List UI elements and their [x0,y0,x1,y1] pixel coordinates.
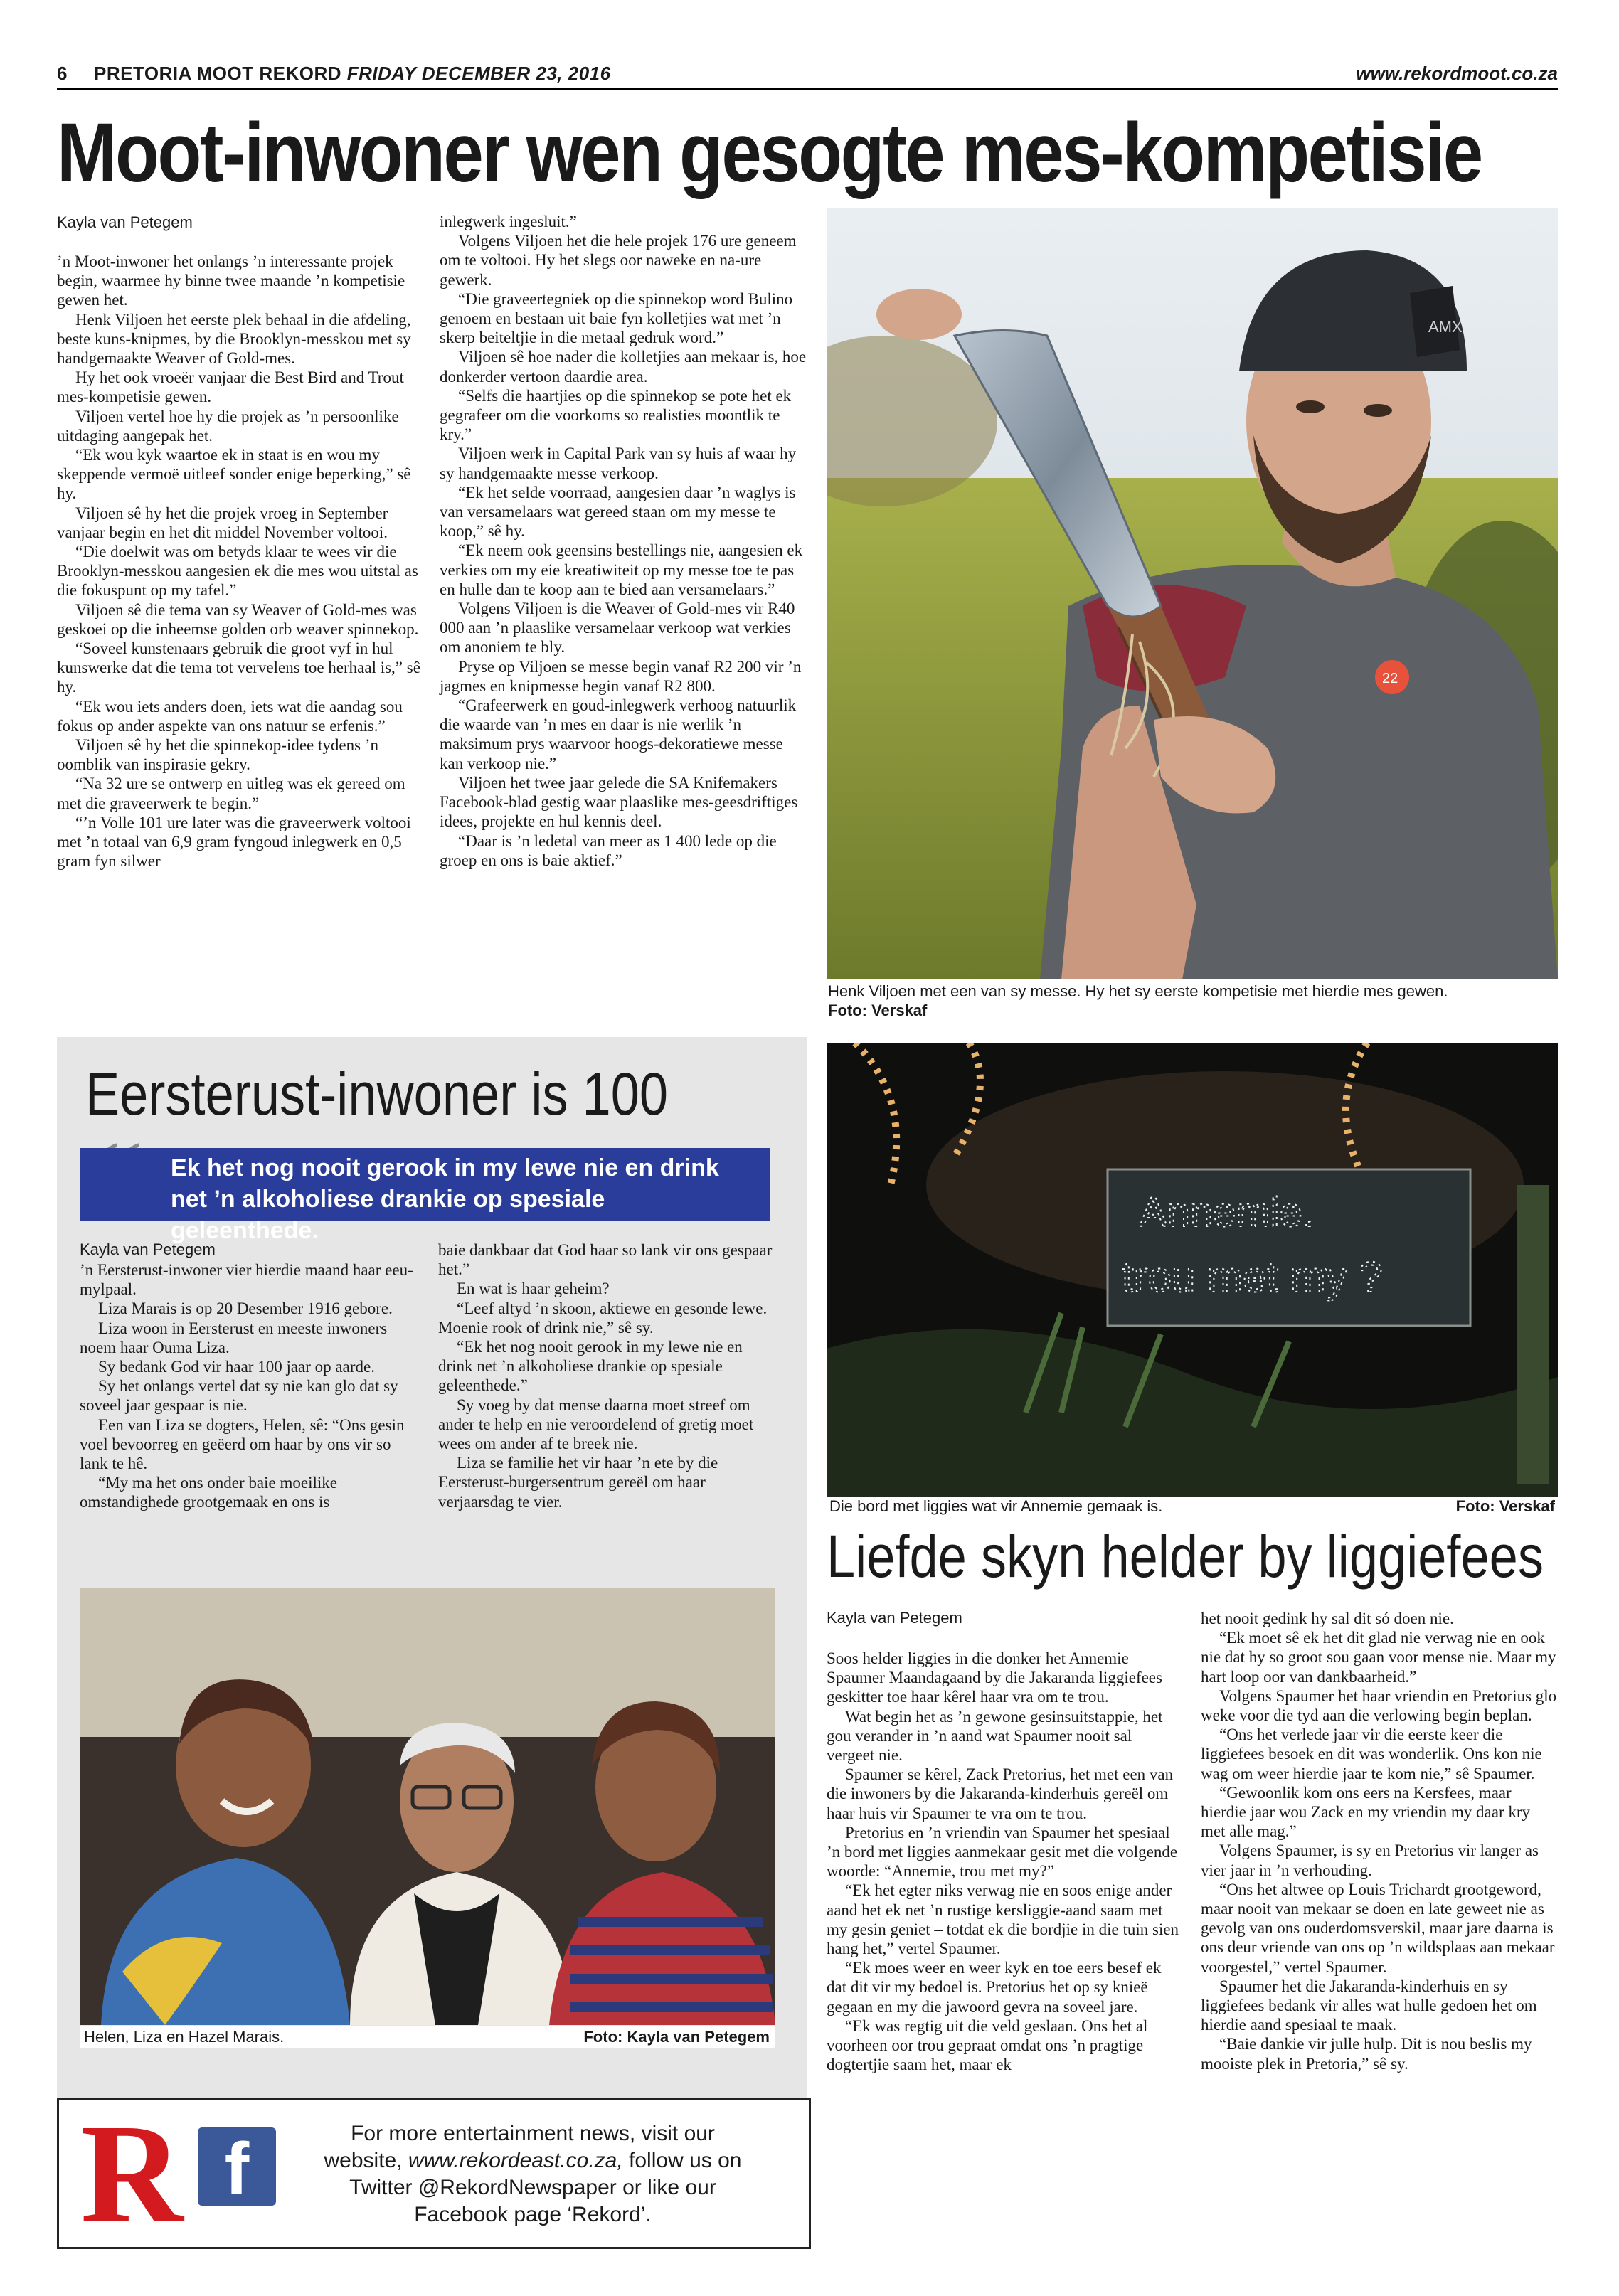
main-story-column-1 [57,252,427,871]
knife-photo-caption [828,982,1558,1020]
paragraph: baie dankbaar dat God haar so lank vir ons gespaar het.” [438,1241,773,1279]
paragraph: Volgens Spaumer, is sy en Pretorius vir langer as vier jaar in ’n verhouding. [1201,1841,1539,1879]
paragraph: Wat begin het as ’n gewone gesinsuitstappie, het gou verander in ’n aand wat Spaumer nooit sal vergeet nie. [827,1707,1163,1765]
paragraph: Liza woon in Eersterust en meeste inwoners noem haar Ouma Liza. [80,1319,388,1356]
paragraph: Viljoen sê die tema van sy Weaver of Gold-mes was geskoei op die inheemse golden orb weaver spinnekop. [57,600,419,638]
marais-photo-caption [80,2026,775,2048]
sign-line-2: trou met my ? [1122,1253,1383,1301]
paragraph: “Ek moet sê ek het dit glad nie verwag nie en ook nie dat hy so groot sou gaan voor mense nie. Maar my hart loop oor van dankbaarheid.” [1201,1629,1556,1686]
price-tag-text: 22 [1382,671,1398,686]
sign-caption-text: Die bord met liggies wat vir Annemie gemaak is. [829,1497,1163,1515]
pull-quote [80,1148,770,1244]
paragraph: “Die doelwit was om betyds klaar te wees vir die Brooklyn-messkou aangesien ek die mes wou uitstal as die fokuspunt op my tafel.” [57,543,418,600]
marais-photo-credit: Foto: Kayla van Petegem [583,2028,770,2046]
paragraph: Volgens Viljoen is die Weaver of Gold-mes vir R40 000 aan ’n plaaslike versamelaar verkoop wat verkies om anoniem te bly. [440,600,795,657]
paragraph: Liza Marais is op 20 Desember 1916 gebore. [98,1300,393,1318]
paragraph: Viljoen sê hoe nader die kolletjies aan mekaar is, hoe donkerder vertoon daardie area. [440,348,807,386]
paragraph: Volgens Spaumer het haar vriendin en Pretorius glo weke voor die tyd aan die verlowing begin beplan. [1201,1686,1557,1725]
paragraph: En wat is haar geheim? [457,1280,610,1298]
main-headline: Moot-inwoner wen gesogte mes-kompetisie [57,106,1482,200]
liggiefees-headline: Liefde skyn helder by liggiefees [827,1523,1544,1590]
knife-photo-credit: Foto: Verskaf [828,1001,928,1019]
paragraph: Een van Liza se dogters, Helen, sê: “Ons gesin voel bevoorreg en geëerd om haar by ons vir so lank te hê. [80,1415,405,1473]
paragraph: “Ek het nog nooit gerook in my lewe nie en drink net ’n alkoholiese drankie op spesiale geleenthede.” [438,1338,743,1395]
pull-quote-text: Ek het nog nooit gerook in my lewe nie en drink net ’n alkoholiese drankie op spesiale geleenthede. [171,1154,719,1244]
knife-caption-text: Henk Viljoen met een van sy messe. Hy het sy eerste kompetisie met hierdie mes gewen. [828,982,1448,1000]
main-byline: Kayla van Petegem [57,213,193,231]
paragraph: “Ons het verlede jaar vir die eerste keer die liggiefees besoek en dit was wonderlik. Ons kon nie wag om weer hierdie jaar te kom nie,” sê Spaumer. [1201,1726,1542,1782]
paragraph: “Soveel kunstenaars gebruik die groot vyf in hul kunswerke dat die tema tot vervelens toe herhaal is,” sê hy. [57,639,420,696]
paragraph: Henk Viljoen het eerste plek behaal in die afdeling, beste kuns-knipmes, by die Brooklyn-messkou met sy handgemaakte Weaver of Gold-mes. [57,310,411,368]
eersterust-byline: Kayla van Petegem [80,1240,216,1258]
promo-text-part-2: follow us on Twitter @RekordNewspaper or like our Facebook page ‘Rekord’. [349,2149,742,2226]
marais-family-photo [80,1588,775,2025]
paragraph: “My ma het ons onder baie moeilike omstandighede grootgemaak en ons is [80,1474,337,1511]
liggiefees-byline: Kayla van Petegem [827,1609,962,1627]
cap-badge-text: AMX [1428,318,1463,336]
paragraph: “Ek was regtig uit die veld geslaan. Ons het al voorheen oor trou gepraat omdat ons ’n pragtige dogtertjie saam het, maar ek [827,2016,1148,2074]
publication-date: FRIDAY DECEMBER 23, 2016 [346,63,611,84]
main-story-column-2 [440,212,809,870]
eersterust-headline: Eersterust-inwoner is 100 [85,1061,669,1127]
paragraph: “Ek wou iets anders doen, iets wat die aandag sou fokus op ander aspekte van ons natuur se erfenis.” [57,697,403,735]
paragraph: “Daar is ’n ledetal van meer as 1 400 lede op die groep en ons is baie aktief.” [440,831,777,869]
paragraph: Pretorius en ’n vriendin van Spaumer het spesiaal ’n bord met liggies aanmekaar gesit met die volgende woorde: “Annemie, trou met my?” [827,1823,1178,1881]
paragraph: het nooit gedink hy sal dit só doen nie. [1201,1610,1454,1627]
paragraph: “Gewoonlik kom ons eers na Kersfees, maar hierdie jaar wou Zack en my vriendin my daar kry met alle mag.” [1201,1783,1531,1841]
promo-website-link[interactable]: www.rekordeast.co.za, [408,2149,623,2172]
paragraph: “Ek wou kyk waartoe ek in staat is en wou my skeppende vermoë uitleef sonder enige beperking,” sê hy. [57,446,411,503]
sign-photo-caption [827,1497,1558,1518]
paragraph: Sy het onlangs vertel dat sy nie kan glo dat sy soveel jaar gespaar is nie. [80,1377,398,1415]
liggiefees-column-2 [1201,1609,1558,2073]
paragraph: “Ek neem ook geensins bestellings nie, aangesien ek verkies om my eie kreatiwiteit op my messe toe te pas en hulle dan te koop aan te bied aan versamelaars.” [440,541,803,598]
website-link[interactable]: www.rekordmoot.co.za [1356,63,1558,84]
paragraph: Hy het ook vroeër vanjaar die Best Bird and Trout mes-kompetisie gewen. [57,368,404,406]
paragraph: “Selfs die haartjies op die spinnekop se pote het ek gegrafeer om die voorkoms so realisties moontlik te kry.” [440,386,792,444]
paragraph: Viljoen sê hy het die spinnekop-idee tydens ’n oomblik van inspirasie gekry. [57,736,378,774]
publication-line [94,63,611,85]
paragraph: “Ek moes weer en weer kyk en toe eers besef ek dat dit vir my bedoel is. Pretorius het op sy knieë gegaan en my die jawoord gevra na soveel jare. [827,1959,1162,2016]
paragraph: Spaumer se kêrel, Zack Pretorius, het met een van die inwoners by die Jakaranda-kinderhuis gereël om haar huis vir Spaumer te vra om te trou. [827,1765,1174,1822]
paragraph: ’n Eersterust-inwoner vier hierdie maand haar eeu-mylpaal. [80,1261,413,1299]
knife-photo [827,208,1558,979]
paragraph: “Die graveertegniek op die spinnekop word Bulino genoem en bestaan uit baie fyn kolletjies wat met ’n skerp beiteltjie in die metaal gedruk word.” [440,289,793,347]
marais-family-illustration [80,1588,775,2025]
marais-caption-text: Helen, Liza en Hazel Marais. [84,2028,285,2046]
paragraph: Sy bedank God vir haar 100 jaar op aarde. [98,1358,375,1376]
page-folio [57,60,1558,90]
paragraph: Sy voeg by dat mense daarna moet streef om ander te help en nie veroordelend of gretig moet wees om ander af te breek nie. [438,1396,754,1453]
paragraph: “Ek het egter niks verwag nie en soos enige ander aand het ek net ’n rustige kersliggie-aand saam met my gesin geniet – totdat ek die bordjie in die tuin sien hang het,” vertel Spaumer. [827,1881,1179,1958]
paragraph: “Baie dankie vir julle hulp. Dit is nou beslis my mooiste plek in Pretoria,” sê sy. [1201,2035,1532,2073]
facebook-icon[interactable]: f [198,2127,276,2206]
paragraph: “Na 32 ure se ontwerp en uitleg was ek gereed om met die graveerwerk te begin.” [57,775,405,812]
paragraph: Liza se familie het vir haar ’n ete by die Eersterust-burgersentrum gereël om haar verjaarsdag te vier. [438,1454,718,1511]
paragraph: “’n Volle 101 ure later was die graveerwerk voltooi met ’n totaal van 6,9 gram fyngoud inlegwerk en 0,5 gram fyn silwer [57,813,411,871]
sign-photo-illustration [827,1043,1558,1505]
paragraph: Viljoen vertel hoe hy die projek as ’n persoonlike uitdaging aangepak het. [57,407,399,445]
rekord-logo: R [80,2095,184,2253]
paragraph: Volgens Viljoen het die hele projek 176 ure geneem om te voltooi. Hy het slegs oor naweke en na-ure gewerk. [440,232,797,289]
liggiefees-column-1 [827,1649,1182,2074]
paragraph: “Grafeerwerk en goud-inlegwerk verhoog natuurlik die waarde van ’n mes en daar is nie werlik ’n maksimum prys waarvoor hoogs-dekoratiewe messe kan verkoop nie.” [440,696,797,772]
eersterust-column-1 [80,1260,415,1512]
paragraph: Viljoen werk in Capital Park van sy huis af waar hy sy handgemaakte messe verkoop. [440,445,797,482]
paragraph: Viljoen sê hy het die projek vroeg in September vanjaar begin en het dit middel November voltooi. [57,504,388,541]
paragraph: Pryse op Viljoen se messe begin vanaf R2 200 vir ’n jagmes en knipmesse begin vanaf R2 800. [440,657,802,695]
paragraph: “Ons het altwee op Louis Trichardt grootgeword, maar nooit van mekaar se doen en late geweet nie as gevolg van ons ouderdomsverskil, maar jare daarna is ons deur vriende van ons op ’n wildsplaas aan mekaar voorgestel,” vertel Spaumer. [1201,1880,1555,1976]
sign-photo-credit: Foto: Verskaf [1455,1497,1555,1515]
paragraph: “Ek het selde voorraad, aangesien daar ’n waglys is van versamelaars wat gereed staan om my messe te koop,” sê hy. [440,483,796,541]
paragraph: “Leef altyd ’n skoon, aktiewe en gesonde lewe. Moenie rook of drink nie,” sê sy. [438,1299,768,1336]
eersterust-column-2 [438,1240,773,1511]
paragraph: Soos helder liggies in die donker het Annemie Spaumer Maandagaand by die Jakaranda liggiefees geskitter toe haar kêrel haar vra om te trou. [827,1649,1162,1706]
promo-text-part-1: For more entertainment news, visit our website, [324,2122,715,2172]
paragraph: Spaumer het die Jakaranda-kinderhuis en sy liggiefees bedank vir alles wat hulle gedoen het om hierdie aand spesiaal te maak. [1201,1977,1537,2034]
sign-line-1: Annemie. [1140,1189,1315,1235]
promo-box [57,2095,811,2253]
sign-photo [827,1043,1558,1505]
knife-photo-illustration [827,208,1558,979]
paragraph: inlegwerk ingesluit.” [440,213,577,230]
paragraph: ’n Moot-inwoner het onlangs ’n interessante projek begin, waarmee hy binne twee maande ’n kompetisie gewen het. [57,253,405,309]
publication-name: PRETORIA MOOT REKORD [94,63,342,84]
paragraph: Viljoen het twee jaar gelede die SA Knifemakers Facebook-blad gestig waar plaaslike mes-geesdriftiges idees, projekte en hul kennis deel. [440,773,798,831]
promo-text [312,2120,753,2228]
page-number: 6 [57,63,68,84]
